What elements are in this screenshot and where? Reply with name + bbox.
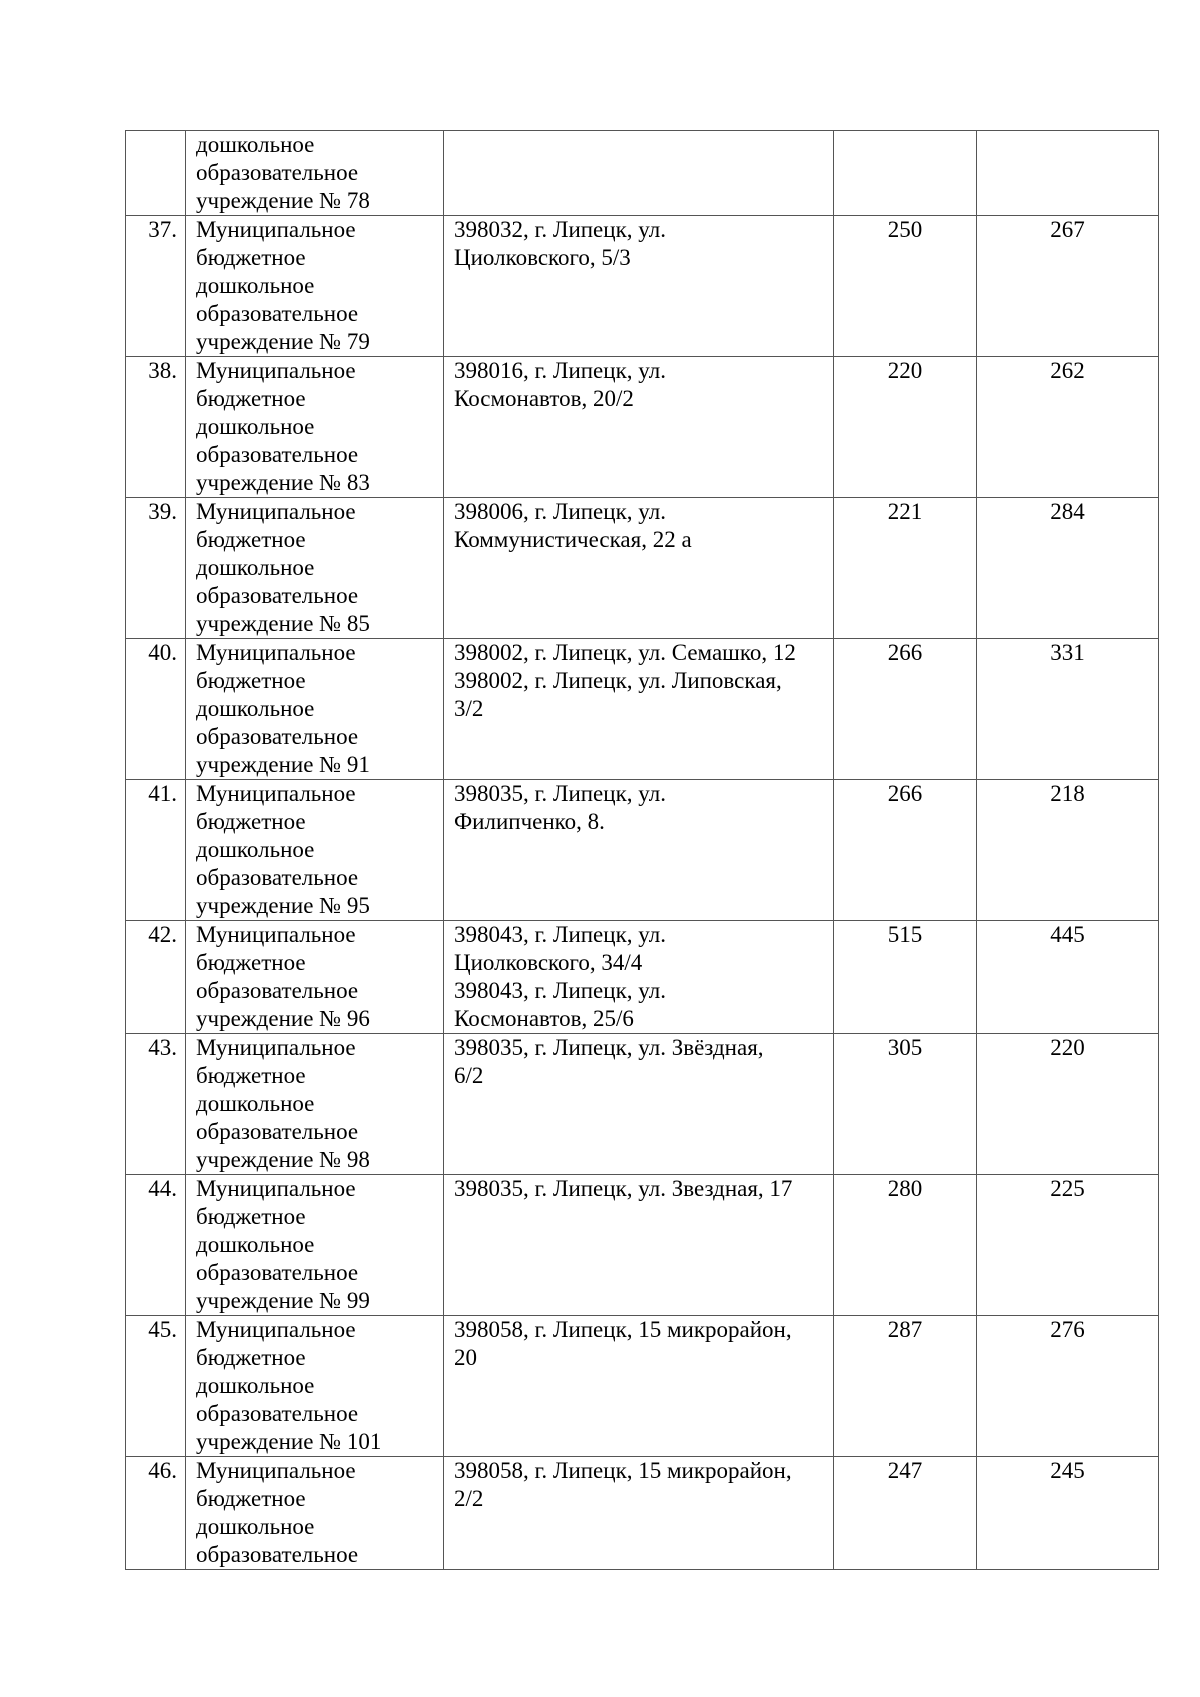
institution-name-line: Муниципальное: [196, 1458, 356, 1483]
institution-name-line: дошкольное: [196, 696, 315, 721]
institution-name-line: учреждение № 83: [196, 470, 370, 495]
institution-name-cell: [186, 1457, 444, 1570]
address-cell: [444, 1175, 834, 1316]
row-number-cell: [126, 357, 186, 498]
address-line: Циолковского, 5/3: [454, 245, 631, 270]
institution-name-line: Муниципальное: [196, 922, 356, 947]
row-number-cell: [126, 131, 186, 216]
institution-name-line: учреждение № 101: [196, 1429, 382, 1454]
institution-name-line: бюджетное: [196, 1204, 306, 1229]
address-line: 398058, г. Липецк, 15 микрорайон,: [454, 1317, 792, 1342]
address-line: 398016, г. Липецк, ул.: [454, 358, 666, 383]
row-number-cell: [126, 1175, 186, 1316]
institution-name-line: дошкольное: [196, 273, 315, 298]
address-line: Космонавтов, 25/6: [454, 1006, 634, 1031]
institution-name-line: Муниципальное: [196, 781, 356, 806]
address-cell: [444, 639, 834, 780]
institution-name-line: бюджетное: [196, 1063, 306, 1088]
institution-name-line: образовательное: [196, 301, 359, 326]
row-number-cell: [126, 216, 186, 357]
value-cell-2: [977, 216, 1159, 357]
value-cell-2: [977, 1316, 1159, 1457]
institution-name-line: образовательное: [196, 978, 359, 1003]
value-cell-1: [834, 780, 977, 921]
institution-name-line: Муниципальное: [196, 1317, 356, 1342]
value-cell-2: [977, 357, 1159, 498]
institution-name-line: учреждение № 98: [196, 1147, 370, 1172]
row-number: 46.: [148, 1458, 177, 1483]
institution-name-cell: [186, 216, 444, 357]
table-row: [126, 639, 1159, 780]
institution-name-line: дошкольное: [196, 1514, 315, 1539]
institution-name-line: бюджетное: [196, 1345, 306, 1370]
institution-name-cell: [186, 498, 444, 639]
address-cell: [444, 216, 834, 357]
institution-name-line: дошкольное: [196, 414, 315, 439]
table-row: [126, 131, 1159, 216]
address-cell: [444, 1034, 834, 1175]
address-line: 398035, г. Липецк, ул. Звёздная,: [454, 1035, 764, 1060]
address-line: Космонавтов, 20/2: [454, 386, 634, 411]
value-cell-2: [977, 639, 1159, 780]
value-1: 220: [887, 358, 923, 383]
row-number: 38.: [148, 358, 177, 383]
institution-name-line: Муниципальное: [196, 640, 356, 665]
value-cell-1: [834, 1316, 977, 1457]
institution-name-line: образовательное: [196, 583, 359, 608]
address-line: Филипченко, 8.: [454, 809, 605, 834]
table-row: [126, 1175, 1159, 1316]
table-row: [126, 1457, 1159, 1570]
institution-name-line: бюджетное: [196, 668, 306, 693]
institution-name-line: Муниципальное: [196, 1176, 356, 1201]
address-line: Коммунистическая, 22 а: [454, 527, 692, 552]
value-cell-2: [977, 1457, 1159, 1570]
institution-name-line: учреждение № 96: [196, 1006, 370, 1031]
value-cell-1: [834, 216, 977, 357]
row-number: 42.: [148, 922, 177, 947]
institution-name-line: образовательное: [196, 724, 359, 749]
institution-name-cell: [186, 131, 444, 216]
value-cell-1: [834, 131, 977, 216]
value-1: 305: [887, 1035, 923, 1060]
institution-name-line: дошкольное: [196, 1373, 315, 1398]
row-number: 37.: [148, 217, 177, 242]
value-2: 225: [1050, 1176, 1085, 1201]
value-cell-1: [834, 1034, 977, 1175]
value-2: 331: [1050, 640, 1085, 665]
row-number-cell: [126, 1457, 186, 1570]
institution-name-cell: [186, 1316, 444, 1457]
institution-name-line: бюджетное: [196, 527, 306, 552]
value-cell-2: [977, 131, 1159, 216]
institution-name-line: образовательное: [196, 1119, 359, 1144]
address-cell: [444, 131, 834, 216]
institution-name-line: бюджетное: [196, 809, 306, 834]
address-cell: [444, 1316, 834, 1457]
value-cell-1: [834, 1457, 977, 1570]
value-1: 287: [887, 1317, 923, 1342]
value-cell-2: [977, 498, 1159, 639]
row-number-cell: [126, 498, 186, 639]
address-cell: [444, 498, 834, 639]
institution-name-line: образовательное: [196, 1260, 359, 1285]
address-cell: [444, 1457, 834, 1570]
value-cell-1: [834, 498, 977, 639]
table-row: [126, 498, 1159, 639]
value-2: 245: [1050, 1458, 1085, 1483]
institution-name-line: Муниципальное: [196, 217, 356, 242]
row-number: 41.: [148, 781, 177, 806]
value-cell-1: [834, 921, 977, 1034]
institution-name-line: учреждение № 91: [196, 752, 370, 777]
table-row: [126, 216, 1159, 357]
value-cell-2: [977, 1175, 1159, 1316]
value-2: 284: [1050, 499, 1085, 524]
value-2: 218: [1050, 781, 1085, 806]
address-line: 398002, г. Липецк, ул. Липовская,: [454, 668, 782, 693]
row-number-cell: [126, 1034, 186, 1175]
value-1: 221: [887, 499, 923, 524]
value-1: 250: [887, 217, 923, 242]
address-line: 398035, г. Липецк, ул.: [454, 781, 666, 806]
value-2: 276: [1050, 1317, 1085, 1342]
table-row: [126, 921, 1159, 1034]
institution-name-line: образовательное: [196, 442, 359, 467]
value-cell-2: [977, 1034, 1159, 1175]
table-row: [126, 1316, 1159, 1457]
institution-name-line: Муниципальное: [196, 499, 356, 524]
address-line: Циолковского, 34/4: [454, 950, 643, 975]
institution-name-line: учреждение № 99: [196, 1288, 370, 1313]
institution-name-line: дошкольное: [196, 1232, 315, 1257]
institution-name-line: образовательное: [196, 1542, 359, 1567]
institution-name-line: образовательное: [196, 160, 359, 185]
institution-name-line: Муниципальное: [196, 1035, 356, 1060]
address-line: 398006, г. Липецк, ул.: [454, 499, 666, 524]
address-line: 398032, г. Липецк, ул.: [454, 217, 666, 242]
value-2: 262: [1050, 358, 1085, 383]
value-1: 266: [887, 640, 923, 665]
institution-name-line: Муниципальное: [196, 358, 356, 383]
value-cell-2: [977, 780, 1159, 921]
address-line: 2/2: [454, 1486, 484, 1511]
row-number-cell: [126, 639, 186, 780]
address-line: 398043, г. Липецк, ул.: [454, 978, 666, 1003]
institution-name-cell: [186, 921, 444, 1034]
value-cell-1: [834, 1175, 977, 1316]
address-line: 398058, г. Липецк, 15 микрорайон,: [454, 1458, 792, 1483]
institution-name-line: бюджетное: [196, 950, 306, 975]
address-line: 20: [454, 1345, 477, 1370]
row-number: 40.: [148, 640, 177, 665]
institution-name-cell: [186, 1175, 444, 1316]
address-cell: [444, 921, 834, 1034]
address-line: 3/2: [454, 696, 484, 721]
row-number: 39.: [148, 499, 177, 524]
row-number: 43.: [148, 1035, 177, 1060]
address-cell: [444, 357, 834, 498]
institution-name-line: образовательное: [196, 1401, 359, 1426]
value-cell-1: [834, 357, 977, 498]
value-2: 445: [1050, 922, 1085, 947]
institution-name-cell: [186, 1034, 444, 1175]
value-1: 280: [887, 1176, 923, 1201]
row-number-cell: [126, 1316, 186, 1457]
institution-name-line: учреждение № 85: [196, 611, 370, 636]
institution-name-line: образовательное: [196, 865, 359, 890]
value-cell-2: [977, 921, 1159, 1034]
table-row: [126, 1034, 1159, 1175]
institution-name-line: дошкольное: [196, 555, 315, 580]
table-row: [126, 780, 1159, 921]
row-number-cell: [126, 921, 186, 1034]
value-2: 220: [1050, 1035, 1085, 1060]
institution-name-line: учреждение № 79: [196, 329, 370, 354]
institution-name-line: бюджетное: [196, 245, 306, 270]
value-cell-1: [834, 639, 977, 780]
value-2: 267: [1050, 217, 1085, 242]
institutions-table-body: [126, 131, 1159, 1570]
institution-name-cell: [186, 639, 444, 780]
address-line: 398043, г. Липецк, ул.: [454, 922, 666, 947]
row-number-cell: [126, 780, 186, 921]
institution-name-line: учреждение № 78: [196, 188, 370, 213]
institution-name-line: бюджетное: [196, 1486, 306, 1511]
address-cell: [444, 780, 834, 921]
address-line: 398035, г. Липецк, ул. Звездная, 17: [454, 1176, 793, 1201]
institution-name-line: дошкольное: [196, 837, 315, 862]
table-row: [126, 357, 1159, 498]
institution-name-line: дошкольное: [196, 1091, 315, 1116]
address-line: 398002, г. Липецк, ул. Семашко, 12: [454, 640, 796, 665]
institutions-table: [125, 130, 1159, 1570]
row-number: 44.: [148, 1176, 177, 1201]
institution-name-cell: [186, 780, 444, 921]
institution-name-line: дошкольное: [196, 132, 315, 157]
row-number: 45.: [148, 1317, 177, 1342]
institution-name-line: учреждение № 95: [196, 893, 370, 918]
value-1: 266: [887, 781, 923, 806]
value-1: 515: [887, 922, 923, 947]
address-line: 6/2: [454, 1063, 484, 1088]
institution-name-line: бюджетное: [196, 386, 306, 411]
institution-name-cell: [186, 357, 444, 498]
value-1: 247: [887, 1458, 923, 1483]
